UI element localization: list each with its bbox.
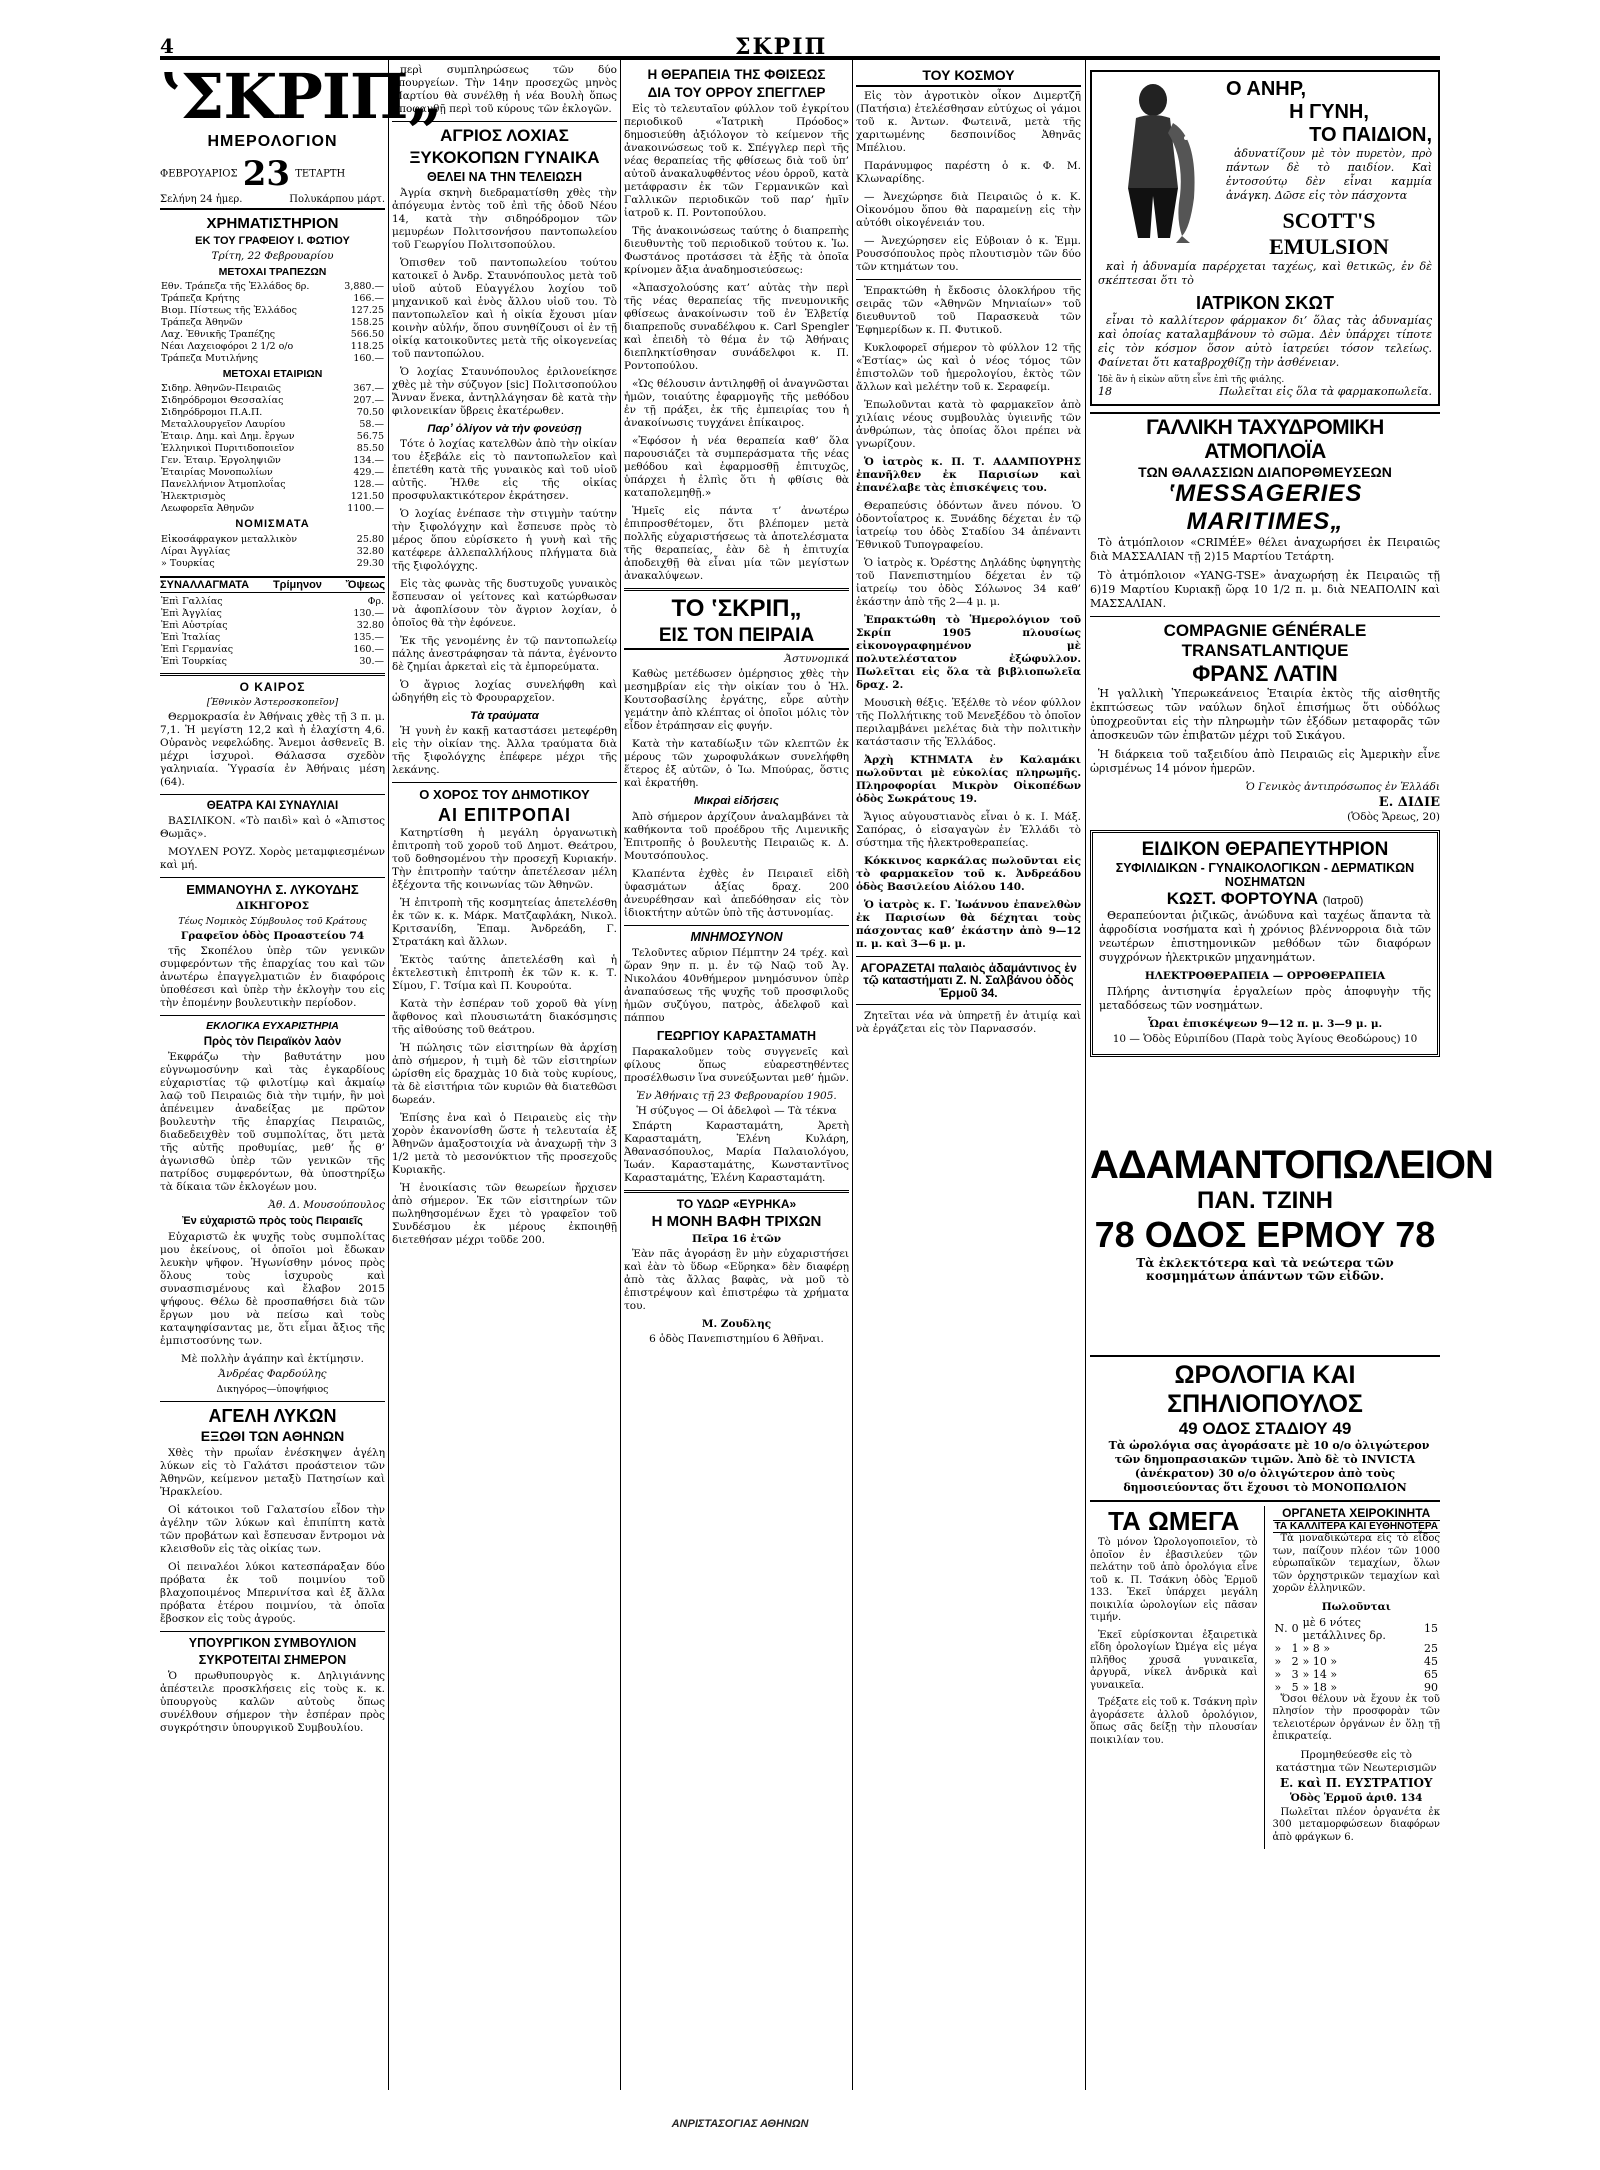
exchange-table bbox=[160, 596, 385, 668]
table-row: Βιομ. Πίστεως τῆς Ἑλλάδος 127.25 bbox=[161, 305, 384, 317]
ad-address: (Ὁδὸς Ἄρεως, 20) bbox=[1347, 811, 1440, 823]
calendar-title: ʽΣΚΡΙΠ„ bbox=[160, 60, 443, 133]
table-row: Λίραι Ἀγγλίας 32.80 bbox=[161, 545, 384, 557]
table-row: Ἐπὶ Γερμανίας 160.— bbox=[161, 643, 384, 655]
social-text: — Ἀνεχώρησεν εἰς Εὐβοιαν ὁ κ. Ἐμμ. Ρουσσόπουλος πρὸς πλουτισμὸν τῶν δύο τῶν κτημάτων του. bbox=[856, 234, 1081, 273]
ad-headline: ΚΩΣΤ. ΦΟΡΤΟΥΝΑ (Ἰατροῦ) bbox=[1166, 889, 1364, 908]
council-title: ΥΠΟΥΡΓΙΚΟΝ ΣΥΜΒΟΥΛΙΟΝ bbox=[188, 1636, 357, 1651]
theater-2: ΜΟΥΛΕΝ ΡΟΥΖ. Χορὸς μεταμφιεσμένων καὶ μή. bbox=[160, 846, 385, 872]
classified-ad: Κυκλοφορεῖ σήμερον τὸ φύλλον 12 τῆς «Ἑστίας» ὡς καὶ ὁ νέος τόμος τῶν ἐπιστολῶν τοῦ ἡμερολογίου, ἐκτὸς τῶν ἄλλων καὶ μελέτην τοῦ κ. Σεραφείμ. bbox=[856, 341, 1081, 393]
theater-1: ΒΑΣΙΛΙΚΟΝ. «Τὸ παιδὶ» καὶ ὁ «Ἀπιστος Θωμᾶς». bbox=[160, 815, 385, 841]
table-row: » 3 » 14 » 65 bbox=[1274, 1667, 1438, 1681]
table-row: Ἑταιρίας Μονοπωλίων 429.— bbox=[161, 467, 384, 479]
wolves-title: ΑΓΕΛΗ ΛΥΚΩΝ bbox=[208, 1405, 337, 1426]
table-row: Εθν. Τράπεζα τῆς Ἑλλάδος δρ. 3,880.— bbox=[161, 281, 384, 293]
ad-headline: ΩΡΟΛΟΓΙΑ ΚΑΙ ΣΠΗΛΙΟΠΟΥΛΟΣ bbox=[1167, 1361, 1363, 1418]
thanks-title: ΕΚΛΟΓΙΚΑ ΕΥΧΑΡΙΣΤΗΡΙΑ bbox=[206, 1019, 339, 1032]
ad-signature: Ε. καὶ Π. ΕΥΣΤΡΑΤΙΟΥ bbox=[1280, 1775, 1433, 1790]
ad-headline: Η ΓΥΝΗ, bbox=[1289, 101, 1369, 123]
table-row: Ἑλληνικοὶ Πυριτιδοποιεῖον 85.50 bbox=[161, 443, 384, 455]
ad-caption: Ἰδὲ ἂν ἡ εἰκὼν αὕτη εἶνε ἐπὶ τῆς φιάλης. bbox=[1098, 375, 1285, 385]
theater-title: ΘΕΑΤΡΑ ΚΑΙ ΣΥΝΑΥΛΙΑΙ bbox=[206, 800, 339, 813]
subheading: Τὰ τραύματα bbox=[470, 709, 539, 722]
ad-text: καὶ ἡ ἀδυναμία παρέρχεται ταχέως, καὶ θετικῶς, ἐν δὲ σκέπτεσαι ὅτι τὸ bbox=[1098, 260, 1432, 287]
exchange-header: ΣΥΝΑΛΛΑΓΜΑΤΑ Τρίμηνον Ὄψεως bbox=[160, 576, 385, 593]
weather-title: Ο ΚΑΙΡΟΣ bbox=[239, 679, 306, 694]
companies-title: ΜΕΤΟΧΑΙ ΕΤΑΙΡΙΩΝ bbox=[222, 368, 323, 381]
article-text: Ὁπισθεν τοῦ παντοπωλείου τούτου κατοικεῖ ὁ Ἀνδρ. Σταυνόπουλος μετὰ τοῦ υἱοῦ αὐτοῦ Εὐαγγέλου λοχίου τοῦ μηχανικοῦ καὶ ἑνὸς ἄλλου υἱοῦ του. Τὸ παντοπωλεῖον καὶ ἡ οἰκία ἔχουσι μίαν κοινὴν αὐλήν, ὅπου συνηθίζουσι οἱ ἐν τῇ οἰκίᾳ κατοικοῦντες μετὰ τῆς οἰκογενείας τοῦ παντοπώλου. bbox=[392, 256, 617, 360]
divider bbox=[624, 588, 849, 591]
table-row: Σιδηρόδρομοι Θεσσαλίας 207.— bbox=[161, 395, 384, 407]
classified-ad: Κόκκινος καρκάλας πωλοῦνται εἰς τὸ φαρμακεῖον τοῦ κ. Ἀνδρεάδου ὁδὸς Βασιλείου Αἰόλου 140. bbox=[856, 854, 1081, 893]
subheading: Ἀστυνομικά bbox=[784, 653, 849, 666]
ad-address: 6 ὁδὸς Πανεπιστημίου 6 Ἀθῆναι. bbox=[649, 1333, 824, 1346]
thanks2-subtitle: Ἐν εὐχαριστῶ πρὸς τοὺς Πειραιεῖς bbox=[182, 1215, 363, 1228]
ad-text: Ἡ γαλλικὴ Ὑπερωκεάνειος Ἑταιρία ἐκτὸς τῆς αἰσθητῆς ἐκπτώσεως τῶν ναύλων δηλοῖ ἐπισήμως ὅτι οὐδόλως ὑποχρεοῦνται εἰς τὴν πληρωμὴν τῶν ἐξόδων μεταφορᾶς τῶν ἀποσκευῶν τῶν ἐπιβατῶν μέχρι τοῦ Σικάγου. bbox=[1090, 687, 1440, 742]
memorial-text: Τελοῦντες αὔριον Πέμπτην 24 τρέχ. καὶ ὥραν 9ην π. μ. ἐν τῷ Ναῷ τοῦ Ἀγ. Νικολάου 40νθήμερον μνημόσυνον ὑπὲρ ἀναπαύσεως τῆς ψυχῆς τοῦ προσφιλοῦς ἡμῶν συζύγου, πατρὸς, ἀδελφοῦ καὶ πάππου bbox=[624, 946, 849, 1024]
ad-text: Θεραπεύονται ῥιζικῶς, ἀνώδυνα καὶ ταχέως ἅπαντα τὰ ἀφροδίσια νοσήματα καὶ ἡ χρόνιος βλέννορροια διὰ τῶν νεωτέρων ἐπιστημονικῶν μεθόδων τῶν διαφόρων συγχρόνων ἠλεκτρικῶν μηχανημάτων. bbox=[1099, 909, 1431, 964]
ad-text: Προμηθεύεσθε εἰς τὸ κατάστημα τῶν Νεωτερισμῶν bbox=[1275, 1748, 1437, 1774]
headline: ΞΥΚΟΚΟΠΩΝ ΓΥΝΑΙΚΑ bbox=[409, 147, 600, 167]
clinic-ad bbox=[1090, 830, 1440, 1057]
table-row: » Τουρκίας 29.30 bbox=[161, 557, 384, 569]
article-text: Τῆς ἀνακοινώσεως ταύτης ὁ διαπρεπὴς διευθυντὴς τοῦ περιοδικοῦ τούτου κ. Ἰω. Φωστάνος προτάσσει τὰ ἑξῆς τὰ ὁποῖα κρίνομεν ἄξια ἀναδημοσιεύσεως: bbox=[624, 225, 849, 277]
ad-headline: COMPAGNIE GÉNÉRALE TRANSATLANTIQUE bbox=[1163, 621, 1367, 660]
classified-ad: Ἐπωλοῦνται κατὰ τὸ φαρμακεῖον ἀπὸ χιλίαις νέους συμβουλὰς ὑγιεινῆς τῶν ἀνθρώπων, τὰς ὁποίας ὅλοι πρέπει νὰ γνωρίζουν. bbox=[856, 398, 1081, 450]
memorial-names: Σπάρτη Καρασταμάτη, Ἀρετὴ Καρασταμάτη, Ἑλένη Κυλάρη, Ἀθανασόπουλος, Μαρία Παλαιολόγου, Ἰωάν. Καρασταμάτης, Κωνσταντῖνος Καρασταμάτης, Ἑλένη Καρασταμάτη. bbox=[624, 1119, 849, 1184]
masthead: ΣΚΡΙΠ bbox=[735, 34, 828, 60]
classified-ad: Ὁ ἰατρὸς κ. Ὀρέστης Δηλάδης ὑφηγητὴς τοῦ Πανεπιστημίου δέχεται ἐν τῷ ἰατρείῳ του ὁδὸς Σόλωνος 34 καθ’ ἑκάστην ἀπὸ τῆς 2—4 μ. μ. bbox=[856, 556, 1081, 608]
ad-text: Ἡ διάρκεια τοῦ ταξειδίου ἀπὸ Πειραιῶς εἰς Ἀμερικὴν εἶνε ὡρισμένως 14 μόνον ἡμερῶν. bbox=[1090, 748, 1440, 775]
ad-hours: Ὧραι ἐπισκέψεων 9—12 π. μ. 3—9 μ. μ. bbox=[1147, 1018, 1383, 1030]
divider bbox=[1090, 616, 1440, 617]
ad-text: ΗΛΕΚΤΡΟΘΕΡΑΠΕΙΑ — ΟΡΡΟΘΕΡΑΠΕΙΑ bbox=[1144, 970, 1386, 982]
article-text: Ὁ ἄγριος λοχίας συνελήφθη καὶ ὡδηγήθη εἰς τὸ Φρουραρχεῖον. bbox=[392, 678, 617, 704]
scott-brand-name: SCOTT'S EMULSION bbox=[1269, 208, 1389, 259]
divider bbox=[1090, 1355, 1440, 1357]
divider bbox=[160, 794, 385, 795]
council-subtitle: ΣΥΚΡΟΤΕΙΤΑΙ ΣΗΜΕΡΟΝ bbox=[198, 1653, 347, 1668]
ad-headline: ΑΔΑΜΑΝΤΟΠΩΛΕΙΟΝ bbox=[1090, 1143, 1493, 1187]
memorial-text: Παρακαλοῦμεν τοὺς συγγενεῖς καὶ φίλους ὅπως εὐαρεστηθέντες προσέλθωσιν ἵνα συνεύξωνται μεθ’ ἡμῶν. bbox=[624, 1045, 849, 1084]
divider bbox=[856, 956, 1081, 957]
table-row: » 5 » 18 » 90 bbox=[1274, 1680, 1438, 1694]
ad-footer bbox=[1098, 375, 1432, 385]
banks-table bbox=[160, 281, 385, 365]
column-divider bbox=[620, 60, 621, 2090]
companies-table bbox=[160, 383, 385, 515]
article-text: Ἡ ἐπιτροπὴ τῆς κοσμητείας ἀπετελέσθη ἐκ τῶν κ. κ. Μάρκ. Ματζαφλάκη, Νικολ. Κριτσανίδη, Ἐπαμ. Ἀνδρεάδη, Γ. Στρατάκη καὶ ἄλλων. bbox=[392, 897, 617, 949]
article-text: Καθὼς μετέδωσεν ὁμέρησιος χθὲς τὴν μεσημβρίαν εἰς τὴν οἰκίαν του ὁ Ἠλ. Κουτσοβασίλης ἐργάτης, εὗρε αὐτὴν γεμάτην ἀπὸ κλέπτας οἱ ὁποῖοι μόλις τὸν εἶδον ἐτράπησαν εἰς φυγήν. bbox=[624, 668, 849, 733]
ad-subheading: Πεῖρα 16 ἐτῶν bbox=[691, 1233, 782, 1246]
divider bbox=[624, 1190, 849, 1193]
headline: ΑΓΡΙΟΣ ΛΟΧΙΑΣ bbox=[440, 126, 569, 145]
page-header bbox=[160, 34, 1440, 60]
article-text: Ὁ λοχίας Σταυνόπουλος ἐριλονείκησε χθὲς μὲ τὴν σύζυγον [sic] Πολιτσοπούλου Ἄνναν ἕνεκα, ἀντηλλάγησαν δὲ κατὰ τὴν φιλονεικίαν ὕβρεις ἑκατέρωθεν. bbox=[392, 365, 617, 417]
table-row: » 2 » 10 » 45 bbox=[1274, 1654, 1438, 1668]
ad-text: εἶναι τὸ καλλίτερον φάρμακον δι’ ὅλας τὰς ἀδυναμίας καὶ ὁποίας καταλαμβάνουν τὸ σῶμα. Δὲν ὑπάρχει τίποτε εἰς τὸν κόσμον ὅσον αὐτὸ ἰατρεύει τόσον τελείως. Φαίνεται ὅτι καταβροχθίζῃ τὴν ἀσθένειαν. bbox=[1098, 314, 1432, 369]
divider bbox=[1090, 1500, 1440, 1502]
bottom-ads bbox=[1090, 1506, 1440, 1849]
classified-ad: Θεραπεύσις ὀδόντων ἄνευ πόνου. Ὁ ὀδοντοΐατρος κ. Ξυνάδης δέχεται ἐν τῷ ἰατρείῳ του ὁδὸς Σταδίου 34 ἀπέναντι Ἐθνικοῦ Τυπογραφείου. bbox=[856, 499, 1081, 551]
thanks-text: Ἐκφράζω τὴν βαθυτάτην μου εὐγνωμοσύνην καὶ τὰς ἐγκαρδίους εὐχαριστίας τῷ φιλοτίμῳ καὶ ἀκμαίῳ λαῷ τοῦ Πειραιῶς διὰ τὴν τιμήν, ἣν μοὶ ἀπένειμεν ἀναδείξας με πρῶτον βουλευτὴν τῆς ἐπαρχίας Πειραιῶς, διαδεδειχθὲν τοῦ συμπολίτας, ὅτι μετὰ τῆς αὐτῆς προθυμίας, μεθ’ ἧς θ’ ἀγωνισθῶ ὑπὲρ τῶν γενικῶν τῆς πατρίδος συμφερόντων, θὰ ὑποστηρίξω τὰ δίκαια τῶν ἐκλογέων μου. bbox=[160, 1051, 385, 1194]
ad-text: Τὸ ἀτμόπλοιον «YANG-TSE» ἀναχωρήσῃ ἐκ Πειραιῶς τῇ 6)19 Μαρτίου Κυριακῇ ὥρᾳ 10 1/2 π. μ. διὰ ΝΕΑΠΟΛΙΝ καὶ ΜΑΣΣΑΛΙΑΝ. bbox=[1090, 569, 1440, 610]
column-5-ads bbox=[1090, 64, 1493, 2110]
ad-text: Τὰ μοναδικώτερα εἰς τὸ εἶδος των, παίζουν πλέον τῶν 1000 εὐρωπαϊκῶν τεμαχίων, ὅλων τῶν ὀρχηστρικῶν τεμαχίων καὶ χορῶν ἑλληνικῶν. bbox=[1272, 1533, 1440, 1594]
ad-text: Πλήρης ἀντισηψία ἐργαλείων πρὸς ἀποφυγὴν τῆς μεταδόσεως τῶν νοσημάτων. bbox=[1099, 985, 1431, 1012]
ad-footer bbox=[1098, 385, 1432, 398]
article-text: Ἡ πώλησις τῶν εἰσιτηρίων θὰ ἀρχίσῃ ἀπὸ σήμερον, ἡ τιμὴ δὲ τῶν εἰσιτηρίων ὡρίσθη εἰς δραχμὰς 10 διὰ τοὺς κυρίους, τὰ δὲ εἰσιτήρια τῶν κυριῶν θὰ διατεθῶσι δωρεάν. bbox=[392, 1042, 617, 1107]
ad-text: Τὰ ὡρολόγια σας ἀγοράσατε μὲ 10 ο/ο ὀλιγώτερον τῶν δημοπρασιακῶν τιμῶν. Ἀπὸ δὲ τὸ INVICTA (ἀνέκρατον) 30 ο/ο ὀλιγώτερον ἀπὸ τοὺς δημοσιεύοντας ὅτι ἔχουσι τὸ ΜΟΝΟΠΩΛΙΟΝ bbox=[1108, 1439, 1430, 1494]
spacer bbox=[1090, 1063, 1440, 1143]
ad-number: 18 bbox=[1098, 385, 1112, 398]
headline: Ο ΧΟΡΟΣ ΤΟΥ ΔΗΜΟΤΙΚΟΥ bbox=[419, 786, 590, 802]
ad-headline: ΠΑΝ. ΤΖΙΝΗ bbox=[1197, 1187, 1333, 1214]
social-text: Εἰς τὸν ἀγροτικὸν οἶκον Διμερτζῆ (Πατήσια) ἐτελέσθησαν εὐτύχως οἱ γάμοι τοῦ κ. Ἀντων. Φωτεινᾶ, μετὰ τῆς χαριτωμένης δεσποινίδος Ἀθηνᾶς Μπέλιου. bbox=[856, 89, 1081, 154]
price-table bbox=[1273, 1616, 1441, 1694]
dateline bbox=[160, 154, 385, 194]
divider bbox=[856, 279, 1081, 280]
classified-ad: Ὁ ἰατρὸς κ. Π. Τ. ΑΔΑΜΠΟΥΡΗΣ ἐπανῆλθεν ἐκ Παρισίων καὶ ἐπανέλαβε τὰς ἐπισκέψεις του. bbox=[856, 455, 1081, 494]
classified-ad: Ἄγιος αὐγουστιανὸς εἶναι ὁ κ. Ι. Μάξ. Σαπόρας, ὁ εἰσαγαγὼν ἐν Ἑλλάδι τὸ σύστημα τῆς ἠλεκτροθεραπείας. bbox=[856, 810, 1081, 849]
ad-address: 10 — Ὁδὸς Εὐριπίδου (Παρὰ τοὺς Ἁγίους Θεοδώρους) 10 bbox=[1112, 1033, 1418, 1045]
ad-headline: ΣΥΦΙΛΙΔΙΚΩΝ - ΓΥΝΑΙΚΟΛΟΓΙΚΩΝ - ΔΕΡΜΑΤΙΚΩΝ ΝΟΣΗΜΑΤΩΝ bbox=[1115, 861, 1415, 889]
divider bbox=[392, 782, 617, 783]
article-text: Κλαπέντα ἐχθὲς ἐν Πειραιεῖ εἰδὴ ὑφασμάτων ἀξίας δραχ. 200 ἀνευρέθησαν καὶ ἀπεδόθησαν εἰς τὸν ἰδιοκτήτην αὐτῶν ὑπὸ τῆς ἀστυνομίας. bbox=[624, 867, 849, 919]
table-row: Γεν. Ἑταιρ. Ἐργοληψιῶν 134.— bbox=[161, 455, 384, 467]
column-3 bbox=[624, 64, 849, 2110]
thanks2-closing: Μὲ πολλὴν ἀγάπην καὶ ἐκτίμησιν. bbox=[181, 1352, 364, 1365]
ad-text: ἀδυνατίζουν μὲ τὸν πυρετὸν, πρὸ πάντων δὲ τὸ παιδίον. Καὶ ἐντοσούτῳ δὲν εἶναι καμμία ἀνάγκη. Δῶσε εἰς τὸν πάσχοντα bbox=[1226, 147, 1432, 202]
classified-ad: Ζητεῖται νέα νὰ ὑπηρετῇ ἐν ἀτιμίᾳ καὶ νὰ ἐργάζεται εἰς τὸν Παρνασσόν. bbox=[856, 1010, 1081, 1036]
thanks-signature: Ἀθ. Δ. Μουσούπουλος bbox=[268, 1199, 385, 1212]
classified-ad: Ἐπρακτώθη ἡ ἔκδοσις ὁλοκλήρου τῆς σειρᾶς τῶν «Ἀθηνῶν Μηνιαίων» τοῦ διευθυντοῦ τοῦ Παρασκευὰ τῶν Ἐφημερίδων κ. Π. Φυτικοῦ. bbox=[856, 284, 1081, 336]
divider bbox=[160, 1401, 385, 1402]
library-stamp: ΑΝΡΙΣΤΑΣΟΓΙΑΣ ΑΘΗΝΩΝ bbox=[671, 2118, 809, 2130]
ad-headline: ΟΡΓΑΝΕΤΑ ΧΕΙΡΟΚΙΝΗΤΑ bbox=[1282, 1506, 1431, 1520]
table-row: Ἐπὶ Ἰταλίας 135.— bbox=[161, 631, 384, 643]
table-row: Σιδηρ. Ἀθηνῶν-Πειραιῶς 367.— bbox=[161, 383, 384, 395]
lawyer-name: ΕΜΜΑΝΟΥΗΛ Σ. ΛΥΚΟΥΔΗΣ bbox=[186, 882, 359, 898]
column-1 bbox=[160, 60, 443, 2110]
table-row: Νέαι Λαχειοφόροι 2 1/2 ο/ο 118.25 bbox=[161, 341, 384, 353]
table-row: Λεωφορεῖα Ἀθηνῶν 1100.— bbox=[161, 503, 384, 515]
table-row: Ἐπὶ Ἀγγλίας 130.— bbox=[161, 607, 384, 619]
ad-headline: ΤΟ ΠΑΙΔΙΟΝ, bbox=[1309, 124, 1432, 146]
ad-headline: Η ΜΟΝΗ ΒΑΦΗ ΤΡΙΧΩΝ bbox=[651, 1213, 822, 1231]
divider bbox=[160, 1631, 385, 1632]
column-divider bbox=[388, 60, 389, 2090]
ad-text: Τὸ ἀτμόπλοιον «CRIMÉE» θέλει ἀναχωρήσει ἐκ Πειραιῶς διὰ ΜΑΣΣΑΛΙΑΝ τῇ 2)15 Μαρτίου Τετάρτη. bbox=[1090, 536, 1440, 563]
page-number: 4 bbox=[160, 34, 174, 58]
table-row: Ἑταιρ. Δημ. καὶ Δημ. ἔργων 56.75 bbox=[161, 431, 384, 443]
table-row: Τράπεζα Κρήτης 166.— bbox=[161, 293, 384, 305]
ad-headline: Ο ΑΝΗΡ, bbox=[1226, 78, 1307, 100]
divider bbox=[856, 1004, 1081, 1005]
article-text: Ἐπίσης ἐνα καὶ ὁ Πειραιεὺς εἰς τὴν χορὸν ἐκανονίσθη ὥστε ἡ τελευταία ἐξ Ἀθηνῶν ἁμαξοστοιχία νὰ ἀναχωρῇ τὴν 3 1/2 μετὰ τὸ μεσονύκτιον τῆς προσεχοῦς Κυριακῆς. bbox=[392, 1112, 617, 1177]
article-text: Ἀπὸ σήμερον ἀρχίζουν ἀναλαμβάνει τὰ καθήκοντα τοῦ προέδρου τῆς Λιμενικῆς Ἐπιτροπῆς ὁ βουλευτὴς Πειραιῶς κ. Δ. Μουτσόπουλος. bbox=[624, 810, 849, 862]
wolves-text-2: Οἱ κάτοικοι τοῦ Γαλατσίου εἶδον τὴν ἀγέλην τῶν λύκων καὶ ἐπιπίπτη κατὰ τῶν προβάτων καὶ ἔσπευσαν ἔντρομοι νὰ κλεισθοῦν εἰς τὰς οἰκίας των. bbox=[160, 1504, 385, 1556]
lawyer-text: τῆς Σκοπέλου ὑπὲρ τῶν γενικῶν συμφερόντων τῆς ἐπαρχίας του καὶ τῶν ἀνωτέρω ἐπαγγελματιῶν ἐν διαφόροις ὑποθέσεσι καὶ ὑπὲρ τὴν ἐκλογὴν του εἰς τὴν ἐπομένην βουλευτικὴν περίοδον. bbox=[160, 944, 385, 1009]
social-text: — Ἀνεχώρησε διὰ Πειραιῶς ὁ κ. Κ. Οἰκονόμου ὅπου θὰ παραμείνῃ εἰς τὴν αὐτόθι οἰκογένειάν του. bbox=[856, 190, 1081, 229]
ad-headline: ΤΑ ΚΑΛΛΙΤΕΡΑ ΚΑΙ ΕΥΘΗΝΟΤΕΡΑ bbox=[1274, 1521, 1439, 1532]
weekday: ΤΕΤΑΡΤΗ bbox=[295, 168, 346, 180]
table-row: Ἐπὶ Γαλλίας Φρ. bbox=[161, 595, 384, 607]
ad-subheading: Πωλοῦνται bbox=[1321, 1600, 1391, 1613]
ad-headline: 78 ΟΔΟΣ ΕΡΜΟΥ 78 bbox=[1094, 1214, 1436, 1255]
headline: ΘΕΛΕΙ ΝΑ ΤΗΝ ΤΕΛΕΙΩΣΗ bbox=[426, 169, 583, 184]
article-text: Τότε ὁ λοχίας κατελθὼν ἀπὸ τὴν οἰκίαν του ἐξεβάλε εἰς τὸ παντοπωλεῖον καὶ ἐπετέθη κατὰ τῆς γυναικὸς καὶ τοῦ υἱοῦ αὐτῆς. Ἠλθε εἰς τῆς οἰκίας προσφυλακτικότερον ἐκράτησεν. bbox=[392, 437, 617, 502]
subheading: Μικραὶ εἰδήσεις bbox=[694, 795, 779, 808]
bourse-subtitle: ΕΚ ΤΟΥ ΓΡΑΦΕΙΟΥ Ι. ΦΩΤΙΟΥ bbox=[195, 234, 350, 247]
subheading: Παρ’ ὀλίγον νὰ τὴν φονεύσῃ bbox=[427, 422, 582, 435]
column-4 bbox=[856, 64, 1081, 2110]
divider bbox=[1090, 412, 1440, 414]
ad-headline: ΕΙΔΙΚΟΝ ΘΕΡΑΠΕΥΤΗΡΙΟΝ bbox=[1141, 839, 1389, 860]
classified-ad: Ἀρχὴ ΚΤΗΜΑΤΑ ἐν Καλαμάκι πωλοῦνται μὲ εὐκολίας πληρωμῆς. Πληροφορίαι Μικρὸν Οἰκοπέδων ὁδὸς Σωκράτους 19. bbox=[856, 753, 1081, 805]
lawyer-role: ΔΙΚΗΓΟΡΟΣ bbox=[235, 899, 310, 912]
headline: ΤΟΥ ΚΟΣΜΟΥ bbox=[856, 68, 1081, 87]
thanks2-text: Εὐχαριστῶ ἐκ ψυχῆς τοὺς συμπολίτας μου ἐκείνους, οἱ ὁποῖοι μοὶ ἔδωκαν λευκὴν ψῆφον. Ἡγωνίσθην μόνος πρὸς ὅλους τοὺς ἰσχυροὺς καὶ συνασπισμένους καὶ ἔλαβον 2015 ψήφους. Θέλω δὲ προσπαθήσει διὰ τῶν ἔργων μου νὰ πείσω καὶ τοὺς καταψηφίσαντας με, ὅτι εἶμαι ἄξιος τῆς ἐμπιστοσύνης των. bbox=[160, 1230, 385, 1347]
article-text: Εἰς τὰς φωνὰς τῆς δυστυχοῦς γυναικὸς ἔσπευσαν οἱ γείτονες καὶ κατώρθωσαν νὰ ἀφοπλίσουν τὸν ἄγριον λοχίαν, ὁ ὁποῖος θὰ τὴν ἐφόνευε. bbox=[392, 577, 617, 629]
fisherman-with-fish-icon bbox=[1098, 78, 1218, 243]
ad-headline: ΤΟ ΥΔΩΡ «ΕΥΡΗΚΑ» bbox=[676, 1196, 797, 1211]
scott-emulsion-ad bbox=[1090, 70, 1440, 406]
ad-signature: Μ. Ζουδλης bbox=[701, 1318, 772, 1331]
ad-text: Πωλεῖται πλέον ὀργανέτα ἐκ 300 μεταμορφώσεων διαφόρων ἀπὸ φράγκων 6. bbox=[1272, 1806, 1440, 1843]
divider bbox=[160, 877, 385, 878]
article-text: Ἡ γυνὴ ἐν κακῇ καταστάσει μετεφέρθη εἰς τὴν οἰκίαν της. Ἀλλα τραύματα διὰ τῆς ξιφολόγχης ἐπέφερε μέχρι τῆς λεκάνης. bbox=[392, 724, 617, 776]
table-row: Εἰκοσάφραγκον μεταλλικὸν 25.80 bbox=[161, 533, 384, 545]
divider bbox=[392, 121, 617, 122]
lawyer-extra: Τέως Νομικὸς Σύμβουλος τοῦ Κράτους bbox=[178, 915, 367, 927]
article-text: Ἐκτὸς ταύτης ἀπετελέσθη καὶ ἡ ἐκτελεστικὴ ἐπιτροπὴ ἐκ τῶν κ. κ. Τ. Σίμου, Γ. Τσίμα καὶ Π. Κουρούτα. bbox=[392, 954, 617, 993]
article-text: Κατὰ τὴν καταδίωξιν τῶν κλεπτῶν ἐκ μέρους τῶν χωροφυλάκων συνελήφθη ἕτερος ἐξ αὐτῶν, ὁ Ἰω. Μπούρας, ὅστις καὶ ἐκρατήθη. bbox=[624, 738, 849, 790]
headline: ΔΙΑ ΤΟΥ ΟΡΡΟΥ ΣΠΕΓΓΛΕΡ bbox=[647, 85, 826, 101]
table-row: Ἐπὶ Αὐστρίας 32.80 bbox=[161, 619, 384, 631]
table-row: Ἠλεκτρισμὸς 121.50 bbox=[161, 491, 384, 503]
divider bbox=[624, 925, 849, 926]
ad-headline: ΤΑ ΩΜΕΓΑ bbox=[1108, 1506, 1240, 1536]
ad-headline: ΤΩΝ ΘΑΛΑΣΣΙΩΝ ΔΙΑΠΟΡΘΜΕΥΣΕΩΝ bbox=[1138, 464, 1392, 480]
ad-headline: ΓΑΛΛΙΚΗ ΤΑΧΥΔΡΟΜΙΚΗ ΑΤΜΟΠΛΟΪΑ bbox=[1146, 416, 1384, 463]
classified-ad: Ἐπρακτώθη τὸ Ἡμερολόγιον τοῦ Σκρίπ 1905 πλουσίως εἰκονογραφημένον μὲ πολυτελέστατον ἐξώφυλλον. Πωλεῖται εἰς ὅλα τὰ βιβλιοπωλεῖα δραχ. 2. bbox=[856, 613, 1081, 691]
ad-sold-at: Πωλεῖται εἰς ὅλα τὰ φαρμακοπωλεῖα. bbox=[1219, 385, 1432, 398]
wolves-text-1: Χθὲς τὴν πρωΐαν ἐνέσκηψεν ἀγέλη λύκων εἰς τὸ Γαλάτσι προάστειον τῶν Ἀθηνῶν, κείμενον μεταξὺ Πατησίων καὶ Ἠρακλείου. bbox=[160, 1447, 385, 1499]
memorial-title: ΜΝΗΜΟΣΥΝΟΝ bbox=[690, 929, 783, 944]
article-text: περὶ συμπληρώσεως τῶν δύο ὑπουργείων. Τὴν 14ην προσεχῶς μηνὸς Μαρτίου θὰ συνέλθῃ ἡ νέα Βουλὴ ὅπως ἀποφανθῇ περὶ τοῦ κύρους τῶν ἐκλογῶν. bbox=[392, 64, 617, 115]
memorial-name: ΓΕΩΡΓΙΟΥ ΚΑΡΑΣΤΑΜΑΤΗ bbox=[656, 1028, 817, 1043]
ad-signature: Ὁ Γενικὸς ἀντιπρόσωπος ἐν Ἑλλάδι bbox=[1245, 781, 1440, 793]
memorial-signers: Ἡ σύζυγος — Οἱ ἀδελφοὶ — Τὰ τέκνα bbox=[636, 1104, 837, 1117]
thanks2-signature: Ἀνδρέας Φαρδούλης bbox=[218, 1367, 327, 1380]
divider bbox=[160, 1015, 385, 1016]
date-month: ΦΕΒΡΟΥΑΡΙΟΣ bbox=[160, 168, 238, 180]
article-text: Ἡ ἐνοικίασις τῶν θεωρείων ἤρχισεν ἀπὸ σήμερον. Ἐκ τῶν εἰσιτηρίων τῶν πωληθησομένων ἔχει τὸ γραφεῖον τοῦ Συνδέσμου ἐκ μέρους ἐκποιηθῇ διετεθήσαν μέχρι τοῦδε 200. bbox=[392, 1182, 617, 1247]
moon-left: Σελήνη 24 ἡμερ. bbox=[160, 193, 243, 205]
moon-right: Πολυκάρπου μάρτ. bbox=[289, 193, 385, 205]
wolves-subtitle: ΕΞΩΘΙ ΤΩΝ ΑΘΗΝΩΝ bbox=[200, 1428, 345, 1445]
coins-table bbox=[160, 534, 385, 570]
weather-source: [Ἐθνικὸν Ἀστεροσκοπεῖον] bbox=[206, 697, 339, 709]
classified-ad: Ὁ ἰατρὸς κ. Γ. Ἰωάννου ἐπανελθὼν ἐκ Παρισίων θὰ δέχηται τοὺς πάσχοντας καθ’ ἑκάστην ἀπὸ 9—12 π. μ. καὶ 3—6 μ. μ. bbox=[856, 898, 1081, 950]
ad-headline: 49 ΟΔΟΣ ΣΤΑΔΙΟΥ 49 bbox=[1178, 1419, 1352, 1438]
column-divider bbox=[1085, 60, 1086, 2090]
headline: ΑΙ ΕΠΙΤΡΟΠΑΙ bbox=[437, 804, 571, 825]
spacer bbox=[1090, 1285, 1440, 1355]
instruments-ad bbox=[1273, 1506, 1441, 1849]
article-text: Εἰς τὸ τελευταῖον φύλλον τοῦ ἐγκρίτου περιοδικοῦ «Ἰατρικὴ Πρόοδος» δημοσιεύθη ἀξιόλογον τὸ κείμενον τῆς ἀνακοινώσεως τοῦ κ. Σπέγγλερ περὶ τῆς νέας θεραπείας τῆς φθίσεως διὰ τοῦ ὑπ’ αὐτοῦ ἀνακαλυφθέντος νέου ὀρροῦ, κατὰ μετάφρασιν ἐκ τῶν Γερμανικῶν καὶ Γαλλικῶν περιοδικῶν τοῦ παρ’ ἡμῖν ἰατροῦ κ. Π. Ροντοπούλου. bbox=[624, 103, 849, 220]
table-row: Μεταλλουργεῖον Λαυρίου 58.— bbox=[161, 419, 384, 431]
article-text: «Ἀπασχολούσης κατ’ αὐτὰς τὴν περὶ τῆς νέας θεραπείας τῆς πνευμονικῆς φθίσεως ἀνακοίνωσιν τοῦ ἐν Ἑλβετίᾳ διαπρεποῦς συναδέλφου κ. Carl Spengler καὶ ἐπειδὴ τὸ θέμα ἐν τῷ Ἀθήναις διεπληκτίσθησαν συνάδελφοι κ. Π. Ροντοπούλου. bbox=[624, 282, 849, 373]
wolves-text-3: Οἱ πειναλέοι λύκοι κατεσπάραξαν δύο πρόβατα ἐκ τοῦ ποιμνίου τοῦ βλαχοποιμένος Μπερινίτσα καὶ ἐξ ἄλλα πρόβατα ἑτέρου ποιμνίου, τὰ ὁποῖα ἔβοσκον εἰς τοὺς ἀγρούς. bbox=[160, 1561, 385, 1626]
bourse-title: ΧΡΗΜΑΤΙΣΤΗΡΙΟΝ bbox=[206, 214, 339, 232]
article-text: «Ὡς θέλουσιν ἀντιληφθῇ οἱ ἀναγνῶσται ἡμῶν, τοιαύτης ἐφαρμογῆς τῆς μεθόδου ἐν τῇ πράξει, ἐκ τῆς ἐμπειρίας του ἡ ἀνακοίνωσις τυγχάνει ἐπίκαιρος. bbox=[624, 378, 849, 430]
table-row: Πανελλήνιον Ἀτμοπλοΐας 128.— bbox=[161, 479, 384, 491]
article-text: Κατὰ τὴν ἐσπέραν τοῦ χοροῦ θὰ γίνῃ ἄφθονος καὶ πλουσιωτάτη διακόσμησις τῆς αἰθούσης τοῦ θεάτρου. bbox=[392, 998, 617, 1037]
social-text: Παράνυμφος παρέστη ὁ κ. Φ. Μ. Κλωναρίδης. bbox=[856, 159, 1081, 185]
ad-text: Ἐὰν πᾶς ἀγοράσῃ ἓν μὴν εὐχαριστήσει καὶ ἐὰν τὸ ὕδωρ «Εὕρηκα» δὲν διαφέρῃ ἀπὸ τὰς ἄλλας βαφὰς, νὰ μοῦ τὸ ἐπιστρέψουν καὶ ἐπιστρέφω τὰ χρήματα του. bbox=[624, 1248, 849, 1313]
table-row: Τράπεζα Μυτιλήνης 160.— bbox=[161, 353, 384, 365]
calendar-subtitle: ΗΜΕΡΟΛΟΓΙΟΝ bbox=[207, 133, 338, 150]
moon-line bbox=[160, 194, 385, 210]
classified-ad: Μουσικὴ θέξις. Ἐξέλθε τὸ νέον φύλλον τῆς Πολλήτικης τοῦ Μενεξέδου τὸ ὁποῖον περιλαμβάνει μελέτας διὰ τὴν πολιτικὴν κατάστασιν τῆς Ἑλλάδος. bbox=[856, 696, 1081, 748]
table-row: » 1 » 8 » 25 bbox=[1274, 1641, 1438, 1655]
headline: ΕΙΣ ΤΟΝ ΠΕΙΡΑΙΑ bbox=[624, 626, 849, 651]
headline: Η ΘΕΡΑΠΕΙΑ ΤΗΣ ΦΘΙΣΕΩΣ bbox=[647, 67, 826, 82]
column-2 bbox=[392, 64, 617, 2110]
article-text: Κατηρτίσθη ἡ μεγάλη ὀργανωτικὴ ἐπιτροπὴ τοῦ χοροῦ τοῦ Δημοτ. Θεάτρου, τοῦ δοθησομένου τὴν προσεχῆ Κυριακήν. Τὴν ἐπιτροπὴν ταύτην ἀπετέλεσαν μέλη ἐξέχοντα τῆς κοινωνίας τῶν Ἀθηνῶν. bbox=[392, 827, 617, 892]
classified-heading: ΑΓΟΡΑΖΕΤΑΙ παλαιὸς ἀδαμάντινος ἐν τῷ καταστήματι Ζ. Ν. Σαλβάνου ὁδὸς Ἑρμοῦ 34. bbox=[860, 960, 1077, 1000]
ad-text: Ἐκεῖ εὑρίσκονται ἐξαιρετικὰ εἴδη ὀρολογίων Ὠμέγα εἰς μέγα πλῆθος χρυσᾶ γυναικεῖα, ἀργυρᾶ, νίκελ ἀνδρικὰ καὶ γυναικεῖα. bbox=[1090, 1629, 1258, 1691]
table-row: Σιδηρόδρομοι Π.Α.Π. 70.50 bbox=[161, 407, 384, 419]
article-text: Ἀγρία σκηνὴ διεδραματίσθη χθὲς τὴν ἀπόγευμα ἐντὸς τοῦ ἐπὶ τῆς ὁδοῦ Νέου 14, κατὰ τὴν σιδηρόδρομον τῶν μεμυρέων Πολιτσονήσου παντοπωλείου τοῦ Γεωργίου Πολιτσοπούλου. bbox=[392, 186, 617, 251]
bourse-date: Τρίτη, 22 Φεβρουαρίου bbox=[211, 250, 334, 263]
council-text: Ὁ πρωθυπουργὸς κ. Δηλιγιάννης ἀπέστειλε προσκλήσεις εἰς τοὺς κ. κ. ὑπουργοὺς καλῶν αὐτοὺς ὅπως συνέλθουν σήμερον τὴν ἑσπέραν πρὸς συγκρότησιν ὑπουργικοῦ Συμβουλίου. bbox=[160, 1670, 385, 1735]
ad-text: Τὰ ἐκλεκτότερα καὶ τὰ νεώτερα τῶν κοσμημάτων ἁπάντων τῶν εἰδῶν. bbox=[1136, 1256, 1394, 1283]
coins-title: ΝΟΜΙΣΜΑΤΑ bbox=[235, 518, 310, 531]
ad-signature: Ε. ΔΙΔΙΕ bbox=[1378, 795, 1440, 810]
article-text: Ἐκ τῆς γενομένης ἐν τῷ παντοπωλείῳ πάλης ἀνεστράφησαν τὰ πάντα, ἐγένοντο δὲ ζημίαι ἀρκεταὶ εἰς τὰ ἐμπορεύματα. bbox=[392, 634, 617, 673]
scott-brand-name-greek: ΙΑΤΡΙΚΟΝ ΣΚΩΤ bbox=[1196, 293, 1334, 313]
ad-address: Ὁδὸς Ἑρμοῦ ἀριθ. 134 bbox=[1290, 1791, 1423, 1804]
memorial-date: Ἐν Ἀθήναις τῇ 23 Φεβρουαρίου 1905. bbox=[636, 1089, 837, 1102]
date-day: 23 bbox=[242, 153, 291, 194]
ad-text: Ὅσοι θέλουν νὰ ἔχουν ἐκ τοῦ πλησίον τὴν προσφορὰν τῶν τελειοτέρων ὀργάνων ἐν ὅλῃ τῇ ἐπικρατείᾳ. bbox=[1272, 1693, 1440, 1742]
divider bbox=[160, 673, 385, 676]
omega-ad bbox=[1090, 1506, 1265, 1849]
article-text: Ἡμεῖς εἰς πάντα τ’ ἀνωτέρω ἐπιπροσθέτομεν, ὅτι βλέπομεν μετὰ πολλῆς εὐχαριστήσεως τὰ ἀποτελέσματα τῆς θεραπείας, ἐὰν δὲ ἡ ἐπιτυχία ἀποδειχθῇ θὰ εἶναι μία τῶν μεγίστων ἀνακαλύψεων. bbox=[624, 505, 849, 583]
ad-headline: ΦΡΑΝΣ ΛΑΤΙΝ bbox=[1192, 661, 1338, 686]
ad-text: Τρέξατε εἰς τοῦ κ. Τσάκνη πρὶν ἀγοράσετε ἀλλοῦ ὀρολόγιον, ὅπως σᾶς δείξῃ τὴν πλουσίαν ποικιλίαν του. bbox=[1090, 1697, 1258, 1746]
lawyer-address: Γραφεῖον ὁδὸς Προαστείου 74 bbox=[180, 929, 365, 942]
weather-text: Θερμοκρασία ἐν Ἀθήναις χθὲς τῇ 3 π. μ. 7,1. Ἡ μεγίστη 12,2 καὶ ἡ ἐλαχίστη 4,6. Οὐρανὸς νεφελώδης. Ἄνεμοι ἀσθενεῖς Β. μέχρι ἰσχυροὶ. Θάλασσα σχεδὸν γαληνιαία. Ὑγρασία ἐν Ἀθήναις μέση (64). bbox=[160, 711, 385, 789]
thanks2-role: Δικηγόρος—ὑποψήφιος bbox=[216, 1383, 329, 1395]
table-row: Λαχ. Ἐθνικῆς Τραπέζης 566.50 bbox=[161, 329, 384, 341]
column-divider bbox=[852, 60, 853, 2090]
table-row: Ἐπὶ Τουρκίας 30.— bbox=[161, 655, 384, 667]
article-text: «Ἐφόσον ἡ νέα θεραπεία καθ’ ὅλα παρουσιάζει τὰ συμπεράσματα τῆς νέας μεθόδου καὶ ἐφαρμοσθῇ ἐπιτυχῶς, ὑπάρχει ἡ ἐλπὶς ὅτι ἡ φθίσις θὰ καταπολεμηθῇ.» bbox=[624, 435, 849, 500]
table-row: Ν. 0 μὲ 6 νότες μετάλλινες δρ. 15 bbox=[1274, 1615, 1438, 1642]
headline: ΤΟ ʽΣΚΡΙΠ„ bbox=[671, 595, 802, 623]
banks-title: ΜΕΤΟΧΑΙ ΤΡΑΠΕΖΩΝ bbox=[218, 266, 327, 279]
table-row: Τράπεζα Ἀθηνῶν 158.25 bbox=[161, 317, 384, 329]
ad-headline: ʽMESSAGERIES MARITIMES„ bbox=[1167, 480, 1363, 535]
article-text: Ὁ λοχίας ἐνέπασε τὴν στιγμὴν ταύτην τὴν ξιφολόγχην καὶ ἔσπευσε πρὸς τὸ μέρος ὅπου εὑρίσκετο ἡ γυνὴ καὶ τῆς κατέφερε ἀλλεπαλλήλους πλήγματα διὰ τῆς ξιφολόγχης. bbox=[392, 507, 617, 572]
ad-text: Τὸ μόνον Ὡρολογοποιεῖον, τὸ ὁποῖον ἐν ἐβασιλεύεν τῶν πελάτην τοῦ ἀπὸ ὀρολόγια εἶνε τοῦ κ. Π. Τσάκνη ὁδὸς Ἑρμοῦ 133. Ἐκεῖ ὑπάρχει μεγάλη ποικιλία ὡρολογίων εἰς πᾶσαν τιμήν. bbox=[1090, 1537, 1258, 1623]
thanks-subtitle: Πρὸς τὸν Πειραϊκὸν λαὸν bbox=[203, 1035, 342, 1048]
